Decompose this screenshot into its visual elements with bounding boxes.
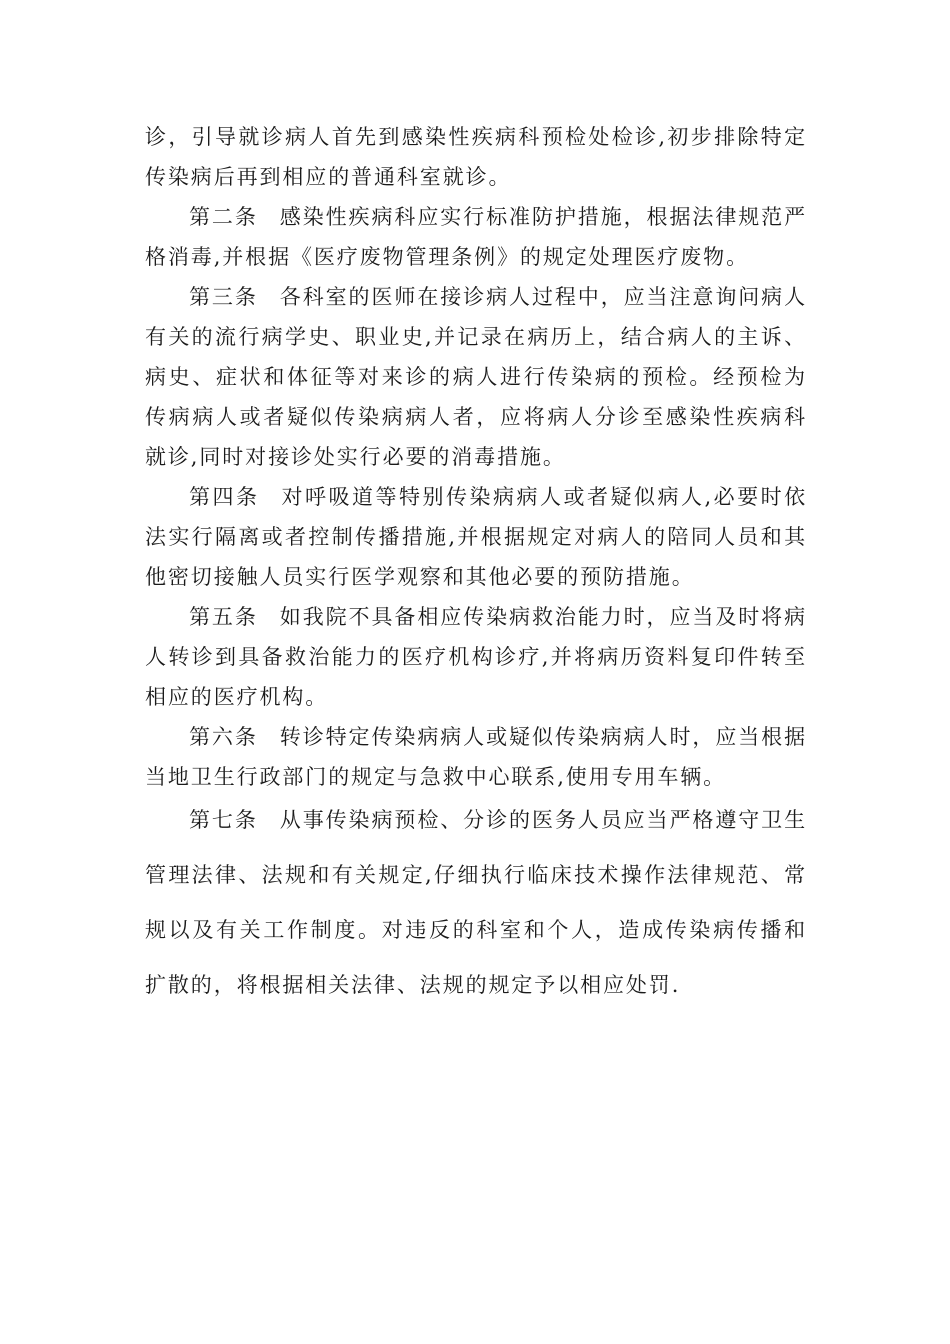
article-number: 第六条 (189, 725, 258, 749)
article-number: 第二条 (189, 205, 258, 229)
paragraph-text: 如我院不具备相应传染病救治能力时，应当及时将病人转诊到具备救治能力的医疗机构诊疗,并将病历资料复印件转至相应的医疗机构。 (145, 605, 808, 709)
paragraph-article-3 (145, 277, 807, 477)
article-number: 第三条 (189, 285, 258, 309)
paragraph-article-4 (145, 477, 807, 597)
article-number: 第七条 (189, 808, 258, 832)
article-number: 第五条 (189, 605, 258, 629)
paragraph-article-2 (145, 197, 807, 277)
paragraph-text: 对呼吸道等特别传染病病人或者疑似病人,必要时依法实行隔离或者控制传播措施,并根据规定对病人的陪同人员和其他密切接触人员实行医学观察和其他必要的预防措施。 (145, 485, 808, 589)
paragraph-text: 感染性疾病科应实行标准防护措施，根据法律规范严格消毒,并根据《医疗废物管理条例》的规定处理医疗废物。 (145, 205, 808, 269)
paragraph-article-7 (145, 793, 807, 1013)
paragraph-article-6 (145, 717, 807, 797)
paragraph-continuation (145, 117, 807, 197)
paragraph-text: 从事传染病预检、分诊的医务人员应当严格遵守卫生管理法律、法规和有关规定,仔细执行临床技术操作法律规范、常规以及有关工作制度。对违反的科室和个人，造成传染病传播和扩散的，将根据相关法律、法规的规定予以相应处罚. (145, 808, 808, 997)
paragraph-article-5 (145, 597, 807, 717)
paragraph-text: 诊，引导就诊病人首先到感染性疾病科预检处检诊,初步排除特定传染病后再到相应的普通科室就诊。 (145, 125, 807, 189)
paragraph-text: 各科室的医师在接诊病人过程中，应当注意询问病人有关的流行病学史、职业史,并记录在病历上，结合病人的主诉、病史、症状和体征等对来诊的病人进行传染病的预检。经预检为传病病人或者疑似传染病病人者，应将病人分诊至感染性疾病科就诊,同时对接诊处实行必要的消毒措施。 (145, 285, 808, 469)
document-page (145, 117, 807, 1013)
article-number: 第四条 (189, 485, 260, 509)
paragraph-text: 转诊特定传染病病人或疑似传染病病人时，应当根据当地卫生行政部门的规定与急救中心联系,使用专用车辆。 (145, 725, 808, 789)
